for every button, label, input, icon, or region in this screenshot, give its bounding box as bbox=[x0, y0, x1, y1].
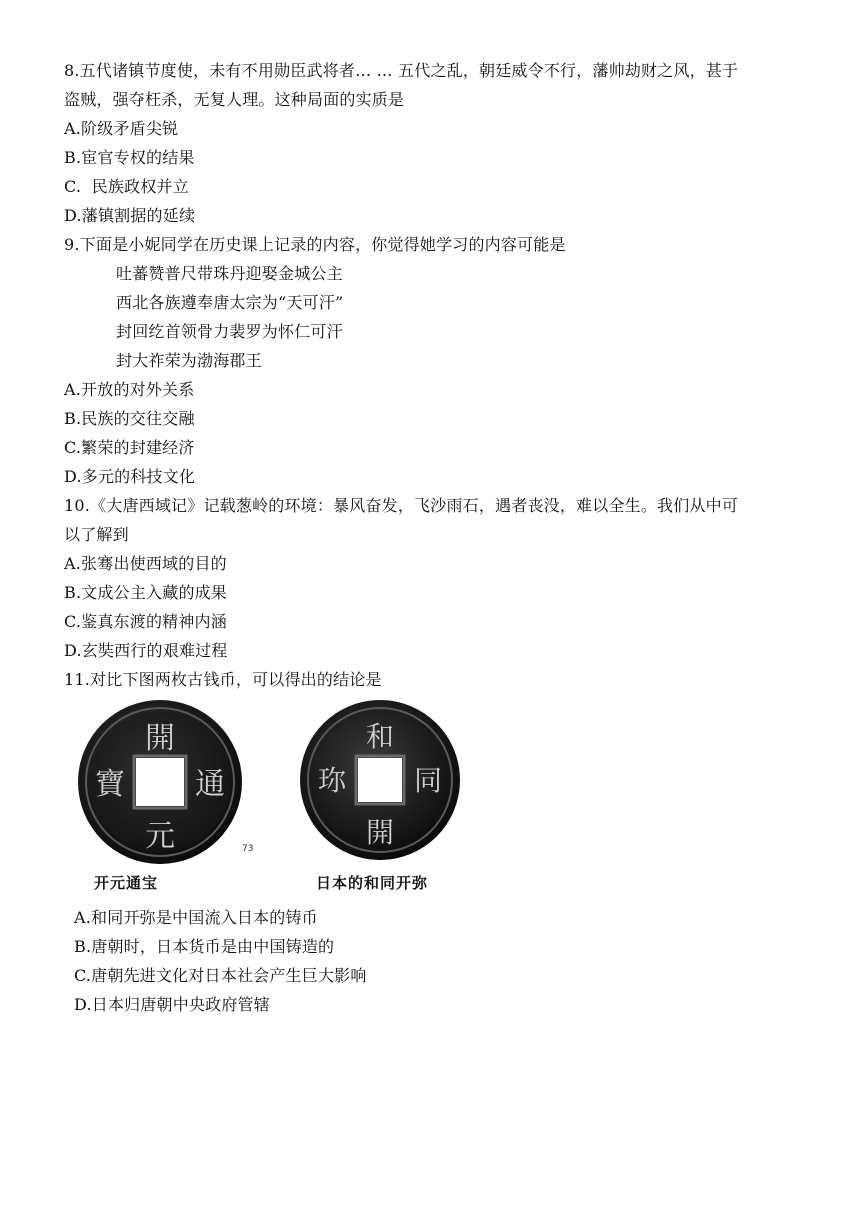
exam-page bbox=[64, 56, 804, 1019]
question-10-option-c: C.鉴真东渡的精神内涵 bbox=[64, 612, 227, 631]
question-8-option-d: D.藩镇割据的延续 bbox=[64, 206, 196, 225]
question-8-option-a: A.阶级矛盾尖锐 bbox=[64, 119, 179, 138]
question-8-stem-line-2: 盗贼，强夺枉杀，无复人理。这种局面的实质是 bbox=[64, 90, 405, 109]
question-10-option-a: A.张骞出使西域的目的 bbox=[64, 554, 227, 573]
question-9-note: 西北各族遵奉唐太宗为“天可汗” bbox=[116, 293, 344, 312]
question-9-option-c: C.繁荣的封建经济 bbox=[64, 438, 195, 457]
coin-right-caption: 日本的和同开弥 bbox=[316, 874, 429, 892]
question-9-option-b: B.民族的交往交融 bbox=[64, 409, 195, 428]
question-10 bbox=[64, 491, 804, 665]
coin-left-char-right: 通 bbox=[195, 767, 225, 802]
coin-left-char-top: 開 bbox=[145, 721, 175, 756]
question-11 bbox=[64, 665, 804, 1019]
question-9-option-d: D.多元的科技文化 bbox=[64, 467, 196, 486]
question-9-note: 吐蕃赞普尺带珠丹迎娶金城公主 bbox=[116, 264, 343, 283]
coin-wadokaichin-image bbox=[298, 698, 462, 866]
question-10-stem-line-1: 10.《大唐西域记》记载葱岭的环境：暴风奋发，飞沙雨石，遇者丧没，难以全生。我们从中可 bbox=[64, 496, 739, 515]
image-mark: 73 bbox=[242, 844, 254, 854]
question-9-stem: 9.下面是小妮同学在历史课上记录的内容，你觉得她学习的内容可能是 bbox=[64, 235, 566, 254]
question-8-option-c: C. 民族政权并立 bbox=[64, 177, 189, 196]
question-9-note: 封大祚荣为渤海郡王 bbox=[116, 351, 262, 370]
coin-left-char-bottom: 元 bbox=[145, 819, 175, 854]
coin-right-char-top: 和 bbox=[365, 720, 395, 753]
coin-left-char-left: 寶 bbox=[95, 767, 125, 802]
question-8-stem-line-1: 8.五代诸镇节度使，未有不用勋臣武将者… … 五代之乱，朝廷威令不行，藩帅劫财之风，甚于 bbox=[64, 61, 739, 80]
question-8-option-b: B.宦官专权的结果 bbox=[64, 148, 195, 167]
question-11-option-b: B.唐朝时，日本货币是由中国铸造的 bbox=[74, 937, 335, 956]
coin-kaiyuan-tongbao-image bbox=[76, 698, 244, 870]
coin-left-caption: 开元通宝 bbox=[94, 874, 159, 892]
coin-right-char-left: 珎 bbox=[317, 764, 347, 797]
coin-figure bbox=[64, 698, 804, 903]
question-11-option-c: C.唐朝先进文化对日本社会产生巨大影响 bbox=[74, 966, 367, 985]
question-11-option-a: A.和同开弥是中国流入日本的铸币 bbox=[74, 908, 318, 927]
question-11-option-d: D.日本归唐朝中央政府管辖 bbox=[74, 995, 270, 1014]
coin-right-char-bottom: 開 bbox=[365, 816, 395, 849]
question-10-stem-line-2: 以了解到 bbox=[64, 525, 129, 544]
question-9 bbox=[64, 230, 804, 491]
question-9-note: 封回纥首领骨力裴罗为怀仁可汗 bbox=[116, 322, 343, 341]
coin-right-char-right: 同 bbox=[413, 764, 443, 797]
question-10-option-d: D.玄奘西行的艰难过程 bbox=[64, 641, 228, 660]
question-11-stem: 11.对比下图两枚古钱币，可以得出的结论是 bbox=[64, 670, 382, 689]
question-10-option-b: B.文成公主入藏的成果 bbox=[64, 583, 228, 602]
question-8 bbox=[64, 56, 804, 230]
question-9-option-a: A.开放的对外关系 bbox=[64, 380, 195, 399]
